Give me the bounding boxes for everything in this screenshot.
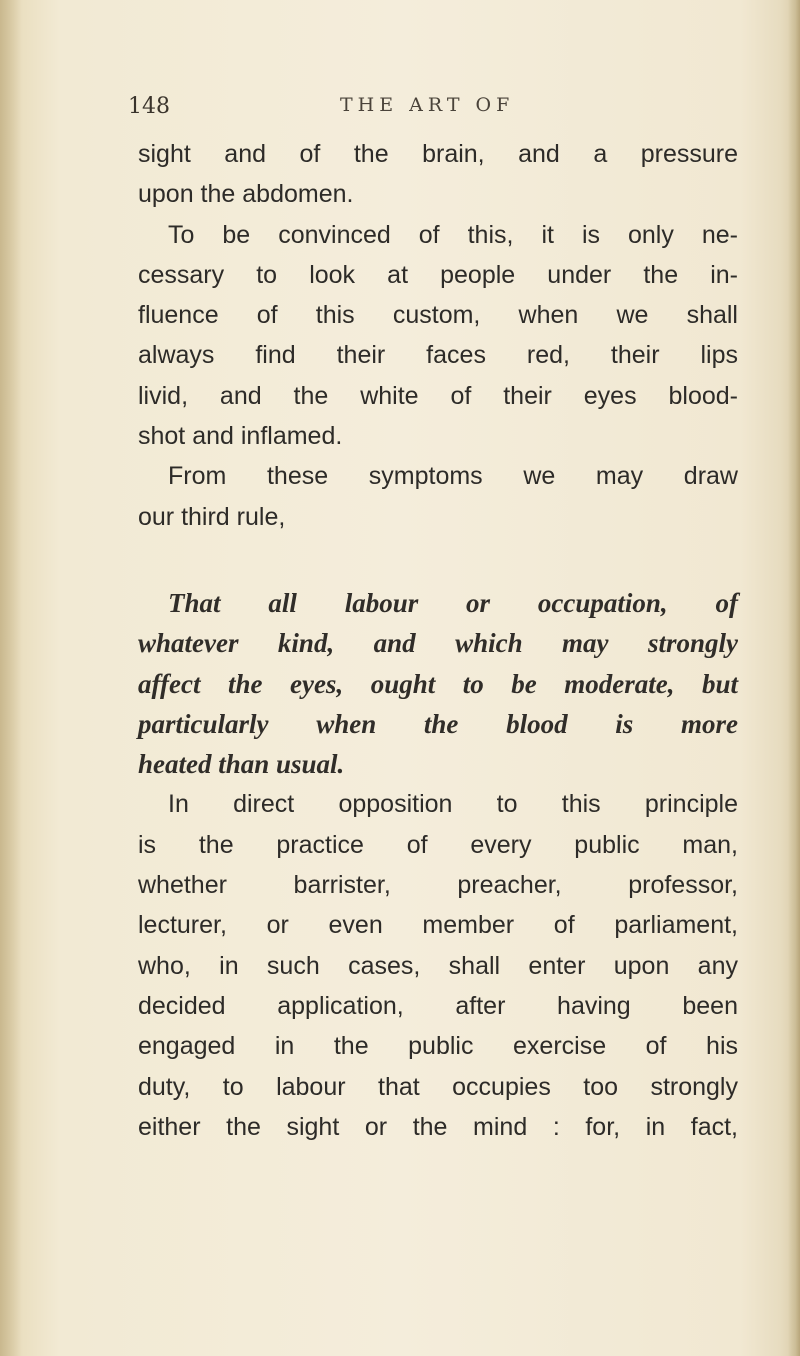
text-line: duty, to labour that occupies too strongly [138, 1072, 738, 1101]
running-head [124, 88, 744, 124]
text-line: shot and inflamed. [138, 422, 343, 451]
rule-line: particularly when the blood is more [138, 708, 738, 739]
rule-line: heated than usual. [138, 749, 345, 780]
text-line: lecturer, or even member of parliament, [138, 911, 738, 940]
page-number: 148 [128, 94, 170, 119]
rule-line: affect the eyes, ought to be moderate, but [138, 668, 738, 699]
spacer [138, 537, 738, 583]
text-line: decided application, after having been [138, 991, 738, 1020]
text-line: livid, and the white of their eyes blood- [138, 381, 738, 410]
page-edge [788, 0, 800, 1356]
text-line: always find their faces red, their lips [138, 341, 738, 370]
text-line: whether barrister, preacher, professor, [138, 871, 738, 900]
text-line: who, in such cases, shall enter upon any [138, 951, 738, 980]
text-line: fluence of this custom, when we shall [138, 301, 738, 330]
running-title: THE ART OF [340, 94, 515, 116]
text-line: is the practice of every public man, [138, 830, 738, 859]
text-line: our third rule, [138, 502, 286, 531]
rule-line: That all labour or occupation, of [168, 587, 738, 618]
text-line: upon the abdomen. [138, 180, 354, 209]
page-gutter-shadow [0, 0, 22, 1356]
text-line: either the sight or the mind : for, in fact, [138, 1112, 738, 1141]
text-line: cessary to look at people under the in- [138, 260, 738, 289]
rule-line: whatever kind, and which may strongly [138, 628, 738, 659]
text-line: From these symptoms we may draw [168, 462, 738, 491]
text-line: In direct opposition to this principle [168, 790, 738, 819]
text-line: engaged in the public exercise of his [138, 1032, 738, 1061]
text-line: sight and of the brain, and a pressure [138, 140, 738, 168]
text-line: To be convinced of this, it is only ne- [168, 220, 738, 249]
body-text [138, 134, 738, 1147]
